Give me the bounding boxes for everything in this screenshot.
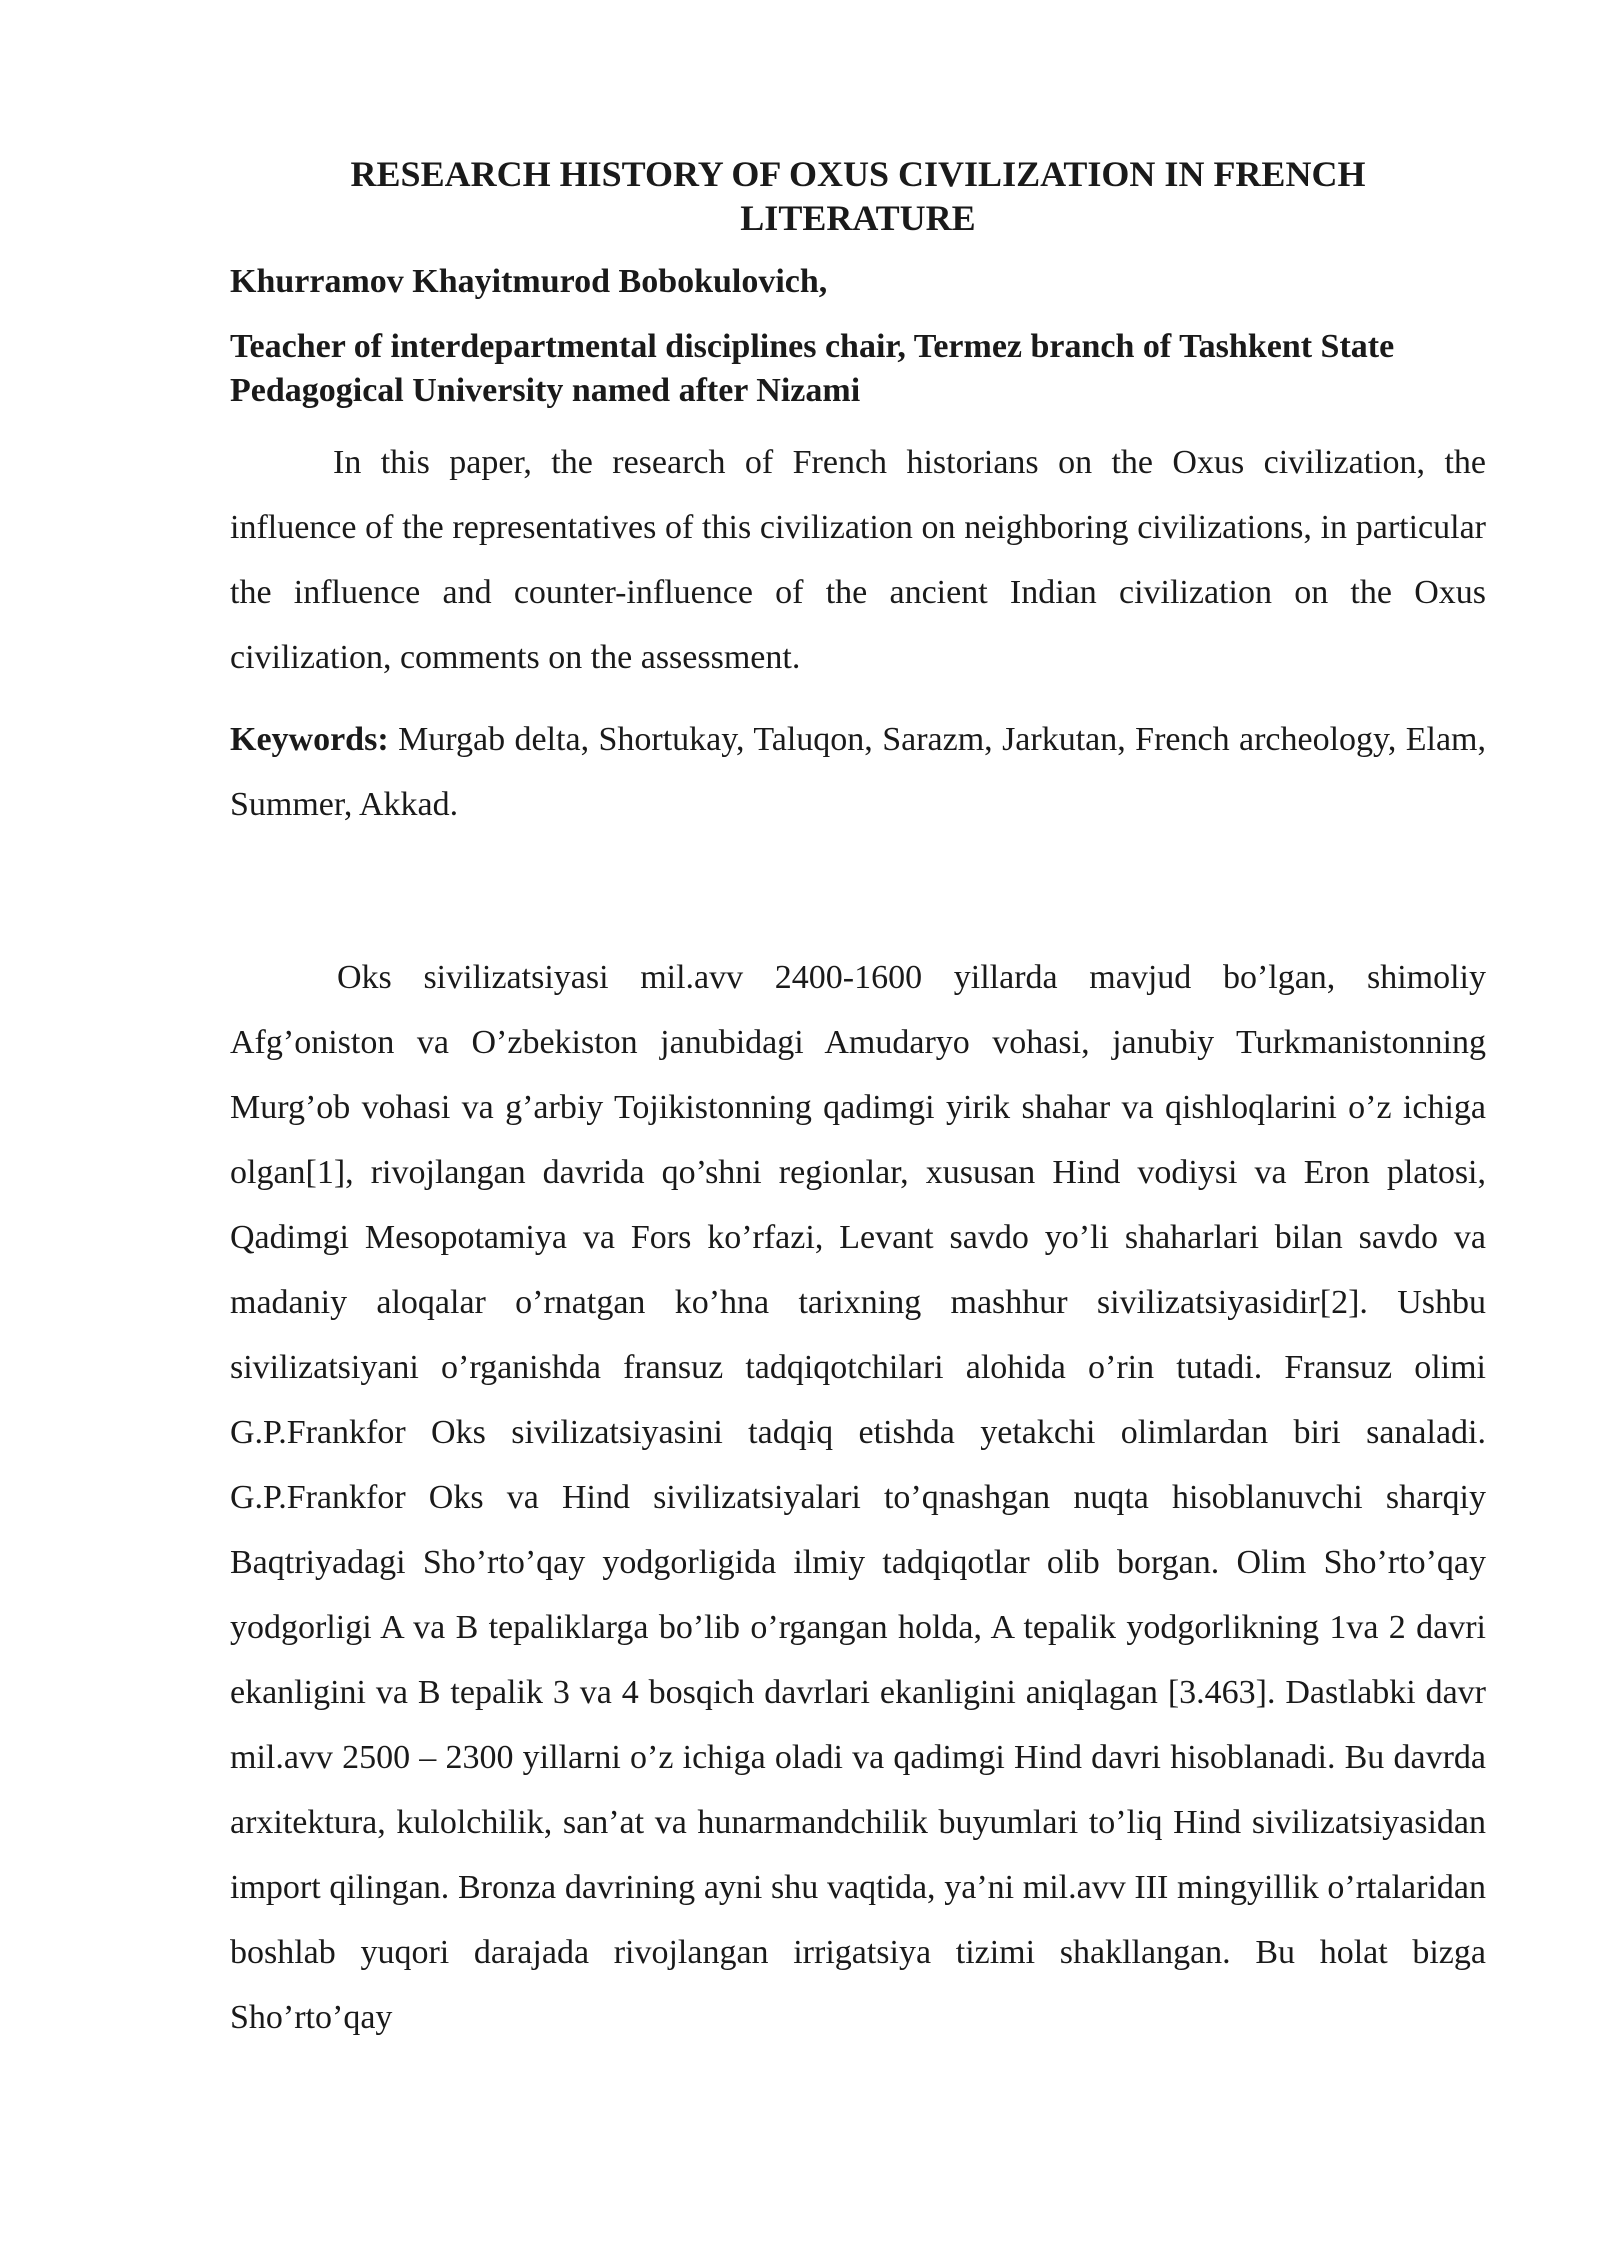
author-name: Khurramov Khayitmurod Bobokulovich, bbox=[230, 263, 828, 300]
author-affiliation: Teacher of interdepartmental disciplines chair, Termez branch of Tashkent State Pedagogical University named after Nizami bbox=[230, 328, 1395, 409]
paper-title: RESEARCH HISTORY OF OXUS CIVILIZATION IN FRENCH LITERATURE bbox=[350, 154, 1366, 238]
abstract-paragraph: In this paper, the research of French historians on the Oxus civilization, the influence of the representatives of this civilization on neighboring civilizations, in particular the influence and counter-influence of the ancient Indian civilization on the Oxus civilization, comments on the assessment. bbox=[230, 444, 1486, 676]
keywords-list: Murgab delta, Shortukay, Taluqon, Sarazm, Jarkutan, French archeology, Elam, Summer, Akkad. bbox=[230, 721, 1486, 823]
keywords-paragraph bbox=[230, 707, 1486, 837]
keywords-label: Keywords: bbox=[230, 721, 389, 758]
body-paragraph: Oks sivilizatsiyasi mil.avv 2400-1600 yillarda mavjud bo’lgan, shimoliy Afg’oniston va O’zbekiston janubidagi Amudaryo vohasi, janubiy Turkmanistonning Murg’ob vohasi va g’arbiy Tojikistonning qadimgi yirik shahar va qishloqlarini o’z ichiga olgan[1], rivojlangan davrida qo’shni regionlar, xususan Hind vodiysi va Eron platosi, Qadimgi Mesopotamiya va Fors ko’rfazi, Levant savdo yo’li shaharlari bilan savdo va madaniy aloqalar o’rnatgan ko’hna tarixning mashhur sivilizatsiyasidir[2]. Ushbu sivilizatsiyani o’rganishda fransuz tadqiqotchilari alohida o’rin tutadi. Fransuz olimi G.P.Frankfor Oks sivilizatsiyasini tadqiq etishda yetakchi olimlardan biri sanaladi. G.P.Frankfor Oks va Hind sivilizatsiyalari to’qnashgan nuqta hisoblanuvchi sharqiy Baqtriyadagi Sho’rto’qay yodgorligida ilmiy tadqiqotlar olib borgan. Olim Sho’rto’qay yodgorligi A va B tepaliklarga bo’lib o’rgangan holda, A tepalik yodgorlikning 1va 2 davri ekanligini va B tepalik 3 va 4 bosqich davrlari ekanligini aniqlagan [3.463]. Dastlabki davr mil.avv 2500 – 2300 yillarni o’z ichiga oladi va qadimgi Hind davri hisoblanadi. Bu davrda arxitektura, kulolchilik, san’at va hunarmandchilik buyumlari to’liq Hind sivilizatsiyasidan import qilingan. Bronza davrining ayni shu vaqtida, ya’ni mil.avv III mingyillik o’rtalaridan boshlab yuqori darajada rivojlangan irrigatsiya tizimi shakllangan. Bu holat bizga Sho’rto’qay bbox=[230, 959, 1486, 2036]
